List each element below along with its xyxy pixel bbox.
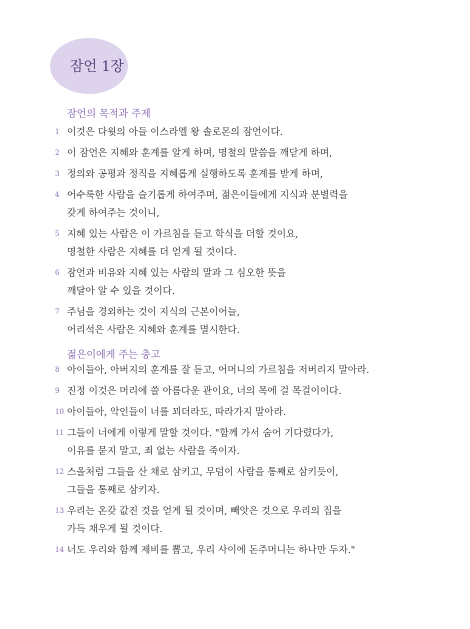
verse-number: 2 <box>55 149 60 157</box>
verse-text: 아이들아, 아버지의 훈계를 잘 듣고, 어머니의 가르침을 저버리지 말아라. <box>67 365 370 376</box>
verse-number: 13 <box>55 507 64 515</box>
verse-13 <box>0 503 470 539</box>
verse-list-section-2 <box>0 362 470 563</box>
verse-text: 이것은 다윗의 아들 이스라엘 왕 솔로몬의 잠언이다. <box>67 127 283 138</box>
verse-text: 주님을 경외하는 것이 지식의 근본이어늘, 어리석은 사람은 지혜와 훈계를 멸시한다. <box>67 307 240 336</box>
verse-text: 너도 우리와 함께 제비를 뽑고, 우리 사이에 돈주머니는 하나만 두자." <box>67 545 356 556</box>
verse-text: 그들이 너에게 이렇게 말할 것이다. "함께 가서 숨어 기다렸다가, 이유를 묻지 말고, 죄 없는 사람을 죽이자. <box>67 428 334 457</box>
verse-number: 7 <box>55 308 60 316</box>
verse-number: 9 <box>55 387 60 395</box>
verse-6 <box>0 265 470 301</box>
verse-11 <box>0 425 470 461</box>
verse-text: 진정 이것은 머리에 쓸 아름다운 관이요, 너의 목에 걸 목걸이이다. <box>67 386 342 397</box>
verse-text: 이 잠언은 지혜와 훈계를 알게 하며, 명철의 말씀을 깨닫게 하며, <box>67 148 333 159</box>
verse-number: 1 <box>55 128 60 136</box>
verse-list-section-1 <box>0 124 470 343</box>
verse-text: 우리는 온갖 값진 것을 얻게 될 것이며, 빼앗은 것으로 우리의 집을 가득 채우게 될 것이다. <box>67 506 342 535</box>
verse-number: 14 <box>55 546 64 554</box>
verse-number: 3 <box>55 170 60 178</box>
verse-3 <box>0 166 470 184</box>
verse-number: 4 <box>55 191 60 199</box>
verse-number: 8 <box>55 366 60 374</box>
verse-8 <box>0 362 470 380</box>
verse-number: 6 <box>55 269 60 277</box>
verse-10 <box>0 404 470 422</box>
verse-text: 정의와 공평과 정직을 지혜롭게 실행하도록 훈계를 받게 하며, <box>67 169 324 180</box>
verse-number: 5 <box>55 230 60 238</box>
verse-text: 지혜 있는 사람은 이 가르침을 듣고 학식을 더할 것이요, 명철한 사람은 지혜를 더 얻게 될 것이다. <box>67 229 299 258</box>
verse-text: 아이들아, 악인들이 너를 꾀더라도, 따라가지 말아라. <box>67 407 287 418</box>
verse-14 <box>0 542 470 560</box>
verse-text: 어수룩한 사람을 슬기롭게 하여주며, 젊은이들에게 지식과 분별력을 갖게 하여주는 것이니, <box>67 190 348 219</box>
verse-number: 11 <box>55 429 64 437</box>
verse-text: 잠언과 비유와 지혜 있는 사람의 말과 그 심오한 뜻을 깨달아 알 수 있을 것이다. <box>67 268 287 297</box>
verse-12 <box>0 464 470 500</box>
verse-5 <box>0 226 470 262</box>
verse-2 <box>0 145 470 163</box>
verse-text: 스올처럼 그들을 산 채로 삼키고, 무덤이 사람을 통째로 삼키듯이, 그들을 통째로 삼키자. <box>67 467 339 496</box>
verse-1 <box>0 124 470 142</box>
section-heading-purpose: 잠언의 목적과 주제 <box>67 109 151 120</box>
verse-7 <box>0 304 470 340</box>
chapter-title: 잠언 1장 <box>70 59 124 75</box>
verse-number: 10 <box>55 408 64 416</box>
section-heading-advice: 젊은이에게 주는 충고 <box>67 350 161 361</box>
verse-4 <box>0 187 470 223</box>
verse-9 <box>0 383 470 401</box>
verse-number: 12 <box>55 468 64 476</box>
